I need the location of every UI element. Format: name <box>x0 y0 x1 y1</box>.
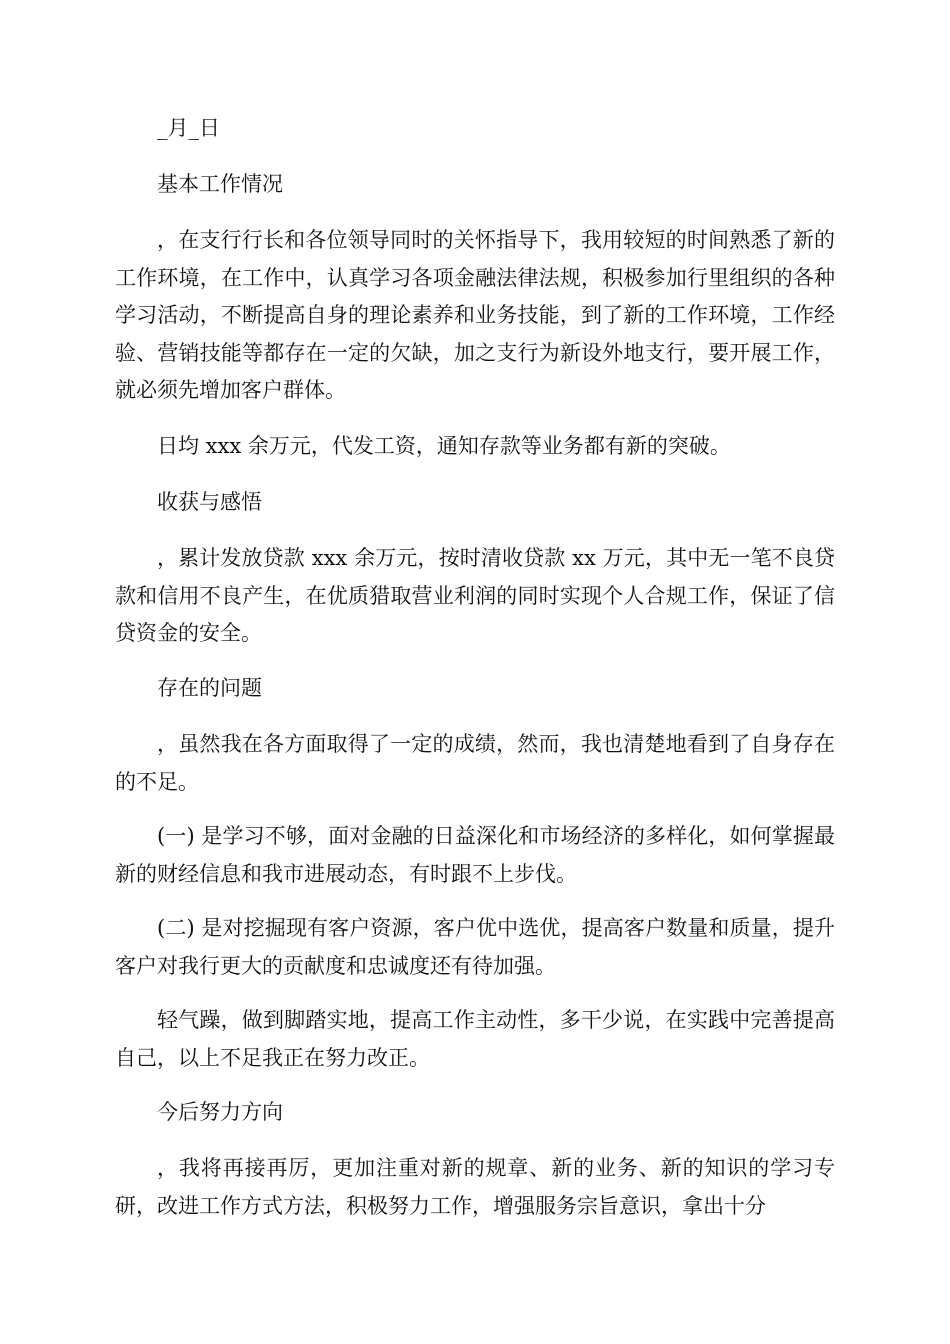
section-heading-future: 今后努力方向 <box>157 1100 283 1124</box>
paragraph-problem-item-2: (二) 是对挖掘现有客户资源，客户优中选优，提高客户数量和质量，提升客户对我行更大的贡献度和忠诚度还有待加强。 <box>115 916 835 978</box>
paragraph-future: ，我将再接再厉，更加注重对新的规章、新的业务、新的知识的学习专研，改进工作方式方法，积极努力工作，增强服务宗旨意识，拿出十分 <box>115 1156 835 1218</box>
section-heading-problem: 存在的问题 <box>157 676 262 700</box>
paragraph-problem: ，虽然我在各方面取得了一定的成绩，然而，我也清楚地看到了自身存在的不足。 <box>115 732 835 794</box>
date-line: _月_日 <box>157 116 220 140</box>
paragraph-daily-deposit: 日均 xxx 余万元，代发工资，通知存款等业务都有新的突破。 <box>157 434 731 458</box>
section-heading-basic: 基本工作情况 <box>157 172 283 196</box>
paragraph-gain: ，累计发放贷款 xxx 余万元，按时清收贷款 xx 万元，其中无一笔不良贷款和信用不良产生，在优质猎取营业利润的同时实现个人合规工作，保证了信贷资金的安全。 <box>115 546 835 646</box>
paragraph-improvement: 轻气躁，做到脚踏实地，提高工作主动性，多干少说，在实践中完善提高自己，以上不足我正在努力改正。 <box>115 1008 835 1070</box>
paragraph-problem-item-1: (一) 是学习不够，面对金融的日益深化和市场经济的多样化，如何掌握最新的财经信息和我市进展动态，有时跟不上步伐。 <box>115 824 835 886</box>
section-heading-gain: 收获与感悟 <box>157 490 262 514</box>
paragraph-basic-work: ，在支行行长和各位领导同时的关怀指导下，我用较短的时间熟悉了新的工作环境，在工作中，认真学习各项金融法律法规，积极参加行里组织的各种学习活动，不断提高自身的理论素养和业务技能，到了新的工作环境，工作经验、营销技能等都存在一定的欠缺，加之支行为新设外地支行，要开展工作，就必须先增加客户群体。 <box>115 228 835 403</box>
